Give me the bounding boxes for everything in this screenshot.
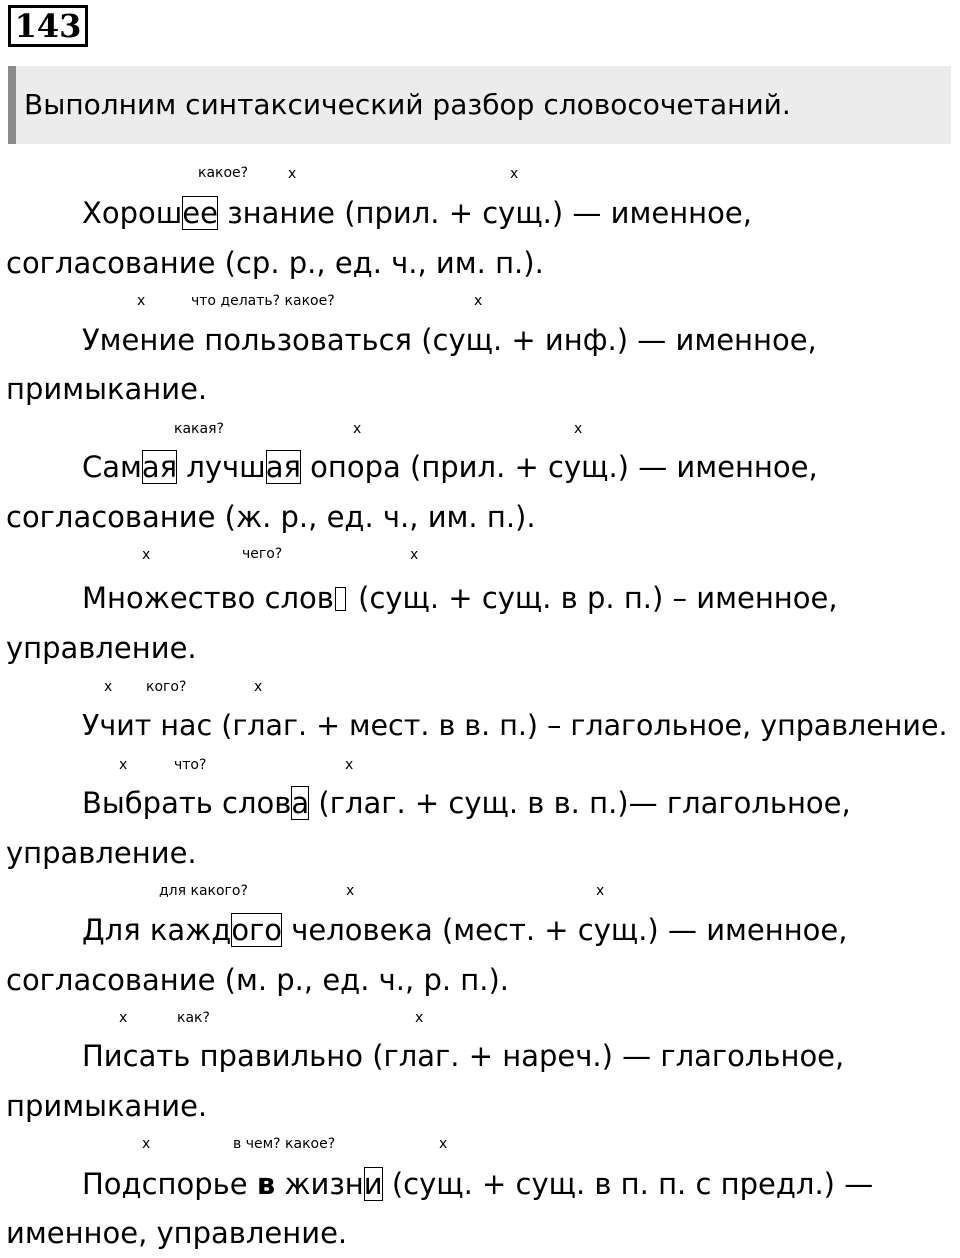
main-word-mark: х: [345, 757, 354, 773]
phrase-line: Выбрать слова (глаг. + сущ. в в. п.)— глагольное,: [82, 786, 851, 820]
main-word-mark: х: [137, 293, 146, 309]
ending-box: а: [291, 786, 310, 820]
main-word-mark: х: [410, 547, 419, 563]
header-banner: [8, 66, 951, 144]
header-accent-bar: [8, 66, 16, 144]
phrase-line: Хорошее знание (прил. + сущ.) — именное,: [82, 196, 752, 230]
main-word-mark: х: [119, 757, 128, 773]
main-word-mark: х: [254, 679, 263, 695]
main-word-mark: х: [288, 166, 297, 182]
phrase-line: Умение пользоваться (сущ. + инф.) — именное,: [82, 323, 817, 357]
main-word-mark: х: [142, 1136, 151, 1152]
phrase-line: Множество слов (сущ. + сущ. в р. п.) – именное,: [82, 581, 838, 615]
ending-box: ее: [182, 196, 218, 230]
question-annotation: чего?: [242, 546, 283, 562]
main-word-mark: х: [510, 166, 519, 182]
phrase-line: Подспорье в жизни (сущ. + сущ. в п. п. с предл.) —: [82, 1167, 874, 1201]
ending-box: ая: [265, 450, 301, 484]
main-word-mark: х: [574, 421, 583, 437]
question-annotation: как?: [177, 1010, 210, 1026]
ending-box: ая: [141, 450, 178, 484]
phrase-line-continued: согласование (ж. р., ед. ч., им. п.).: [6, 500, 536, 534]
question-annotation: для какого?: [159, 883, 248, 899]
main-word-mark: х: [596, 883, 605, 899]
main-word-mark: х: [142, 547, 151, 563]
exercise-number: 143: [8, 5, 88, 47]
phrase-line-continued: согласование (м. р., ед. ч., р. п.).: [6, 963, 510, 997]
phrase-line-continued: управление.: [6, 631, 197, 665]
ending-box: и: [363, 1167, 383, 1201]
main-word-mark: х: [119, 1010, 128, 1026]
preposition-bold: в: [256, 1167, 276, 1201]
phrase-line: Для каждого человека (мест. + сущ.) — именное,: [82, 913, 848, 947]
main-word-mark: х: [104, 679, 113, 695]
question-annotation: какая?: [174, 421, 224, 437]
header-text: Выполним синтаксический разбор словосочетаний.: [24, 88, 791, 121]
zero-ending-box: [335, 587, 346, 611]
ending-box: ого: [231, 913, 283, 947]
question-annotation: какое?: [198, 165, 249, 181]
question-annotation: в чем? какое?: [233, 1136, 336, 1152]
phrase-line: Самая лучшая опора (прил. + сущ.) — именное,: [82, 450, 818, 484]
main-word-mark: х: [415, 1010, 424, 1026]
question-annotation: кого?: [146, 679, 187, 695]
phrase-line: Писать правильно (глаг. + нареч.) — глагольное,: [82, 1039, 845, 1073]
phrase-line-continued: примыкание.: [6, 372, 208, 406]
phrase-line-continued: управление.: [6, 836, 197, 870]
question-annotation: что делать? какое?: [191, 293, 335, 309]
main-word-mark: х: [353, 421, 362, 437]
phrase-line-continued: именное, управление.: [6, 1216, 348, 1250]
main-word-mark: х: [346, 883, 355, 899]
main-word-mark: х: [439, 1136, 448, 1152]
question-annotation: что?: [174, 757, 207, 773]
phrase-line: Учит нас (глаг. + мест. в в. п.) – глагольное, управление.: [82, 709, 948, 742]
phrase-line-continued: согласование (ср. р., ед. ч., им. п.).: [6, 246, 544, 280]
phrase-line-continued: примыкание.: [6, 1089, 208, 1123]
main-word-mark: х: [474, 293, 483, 309]
